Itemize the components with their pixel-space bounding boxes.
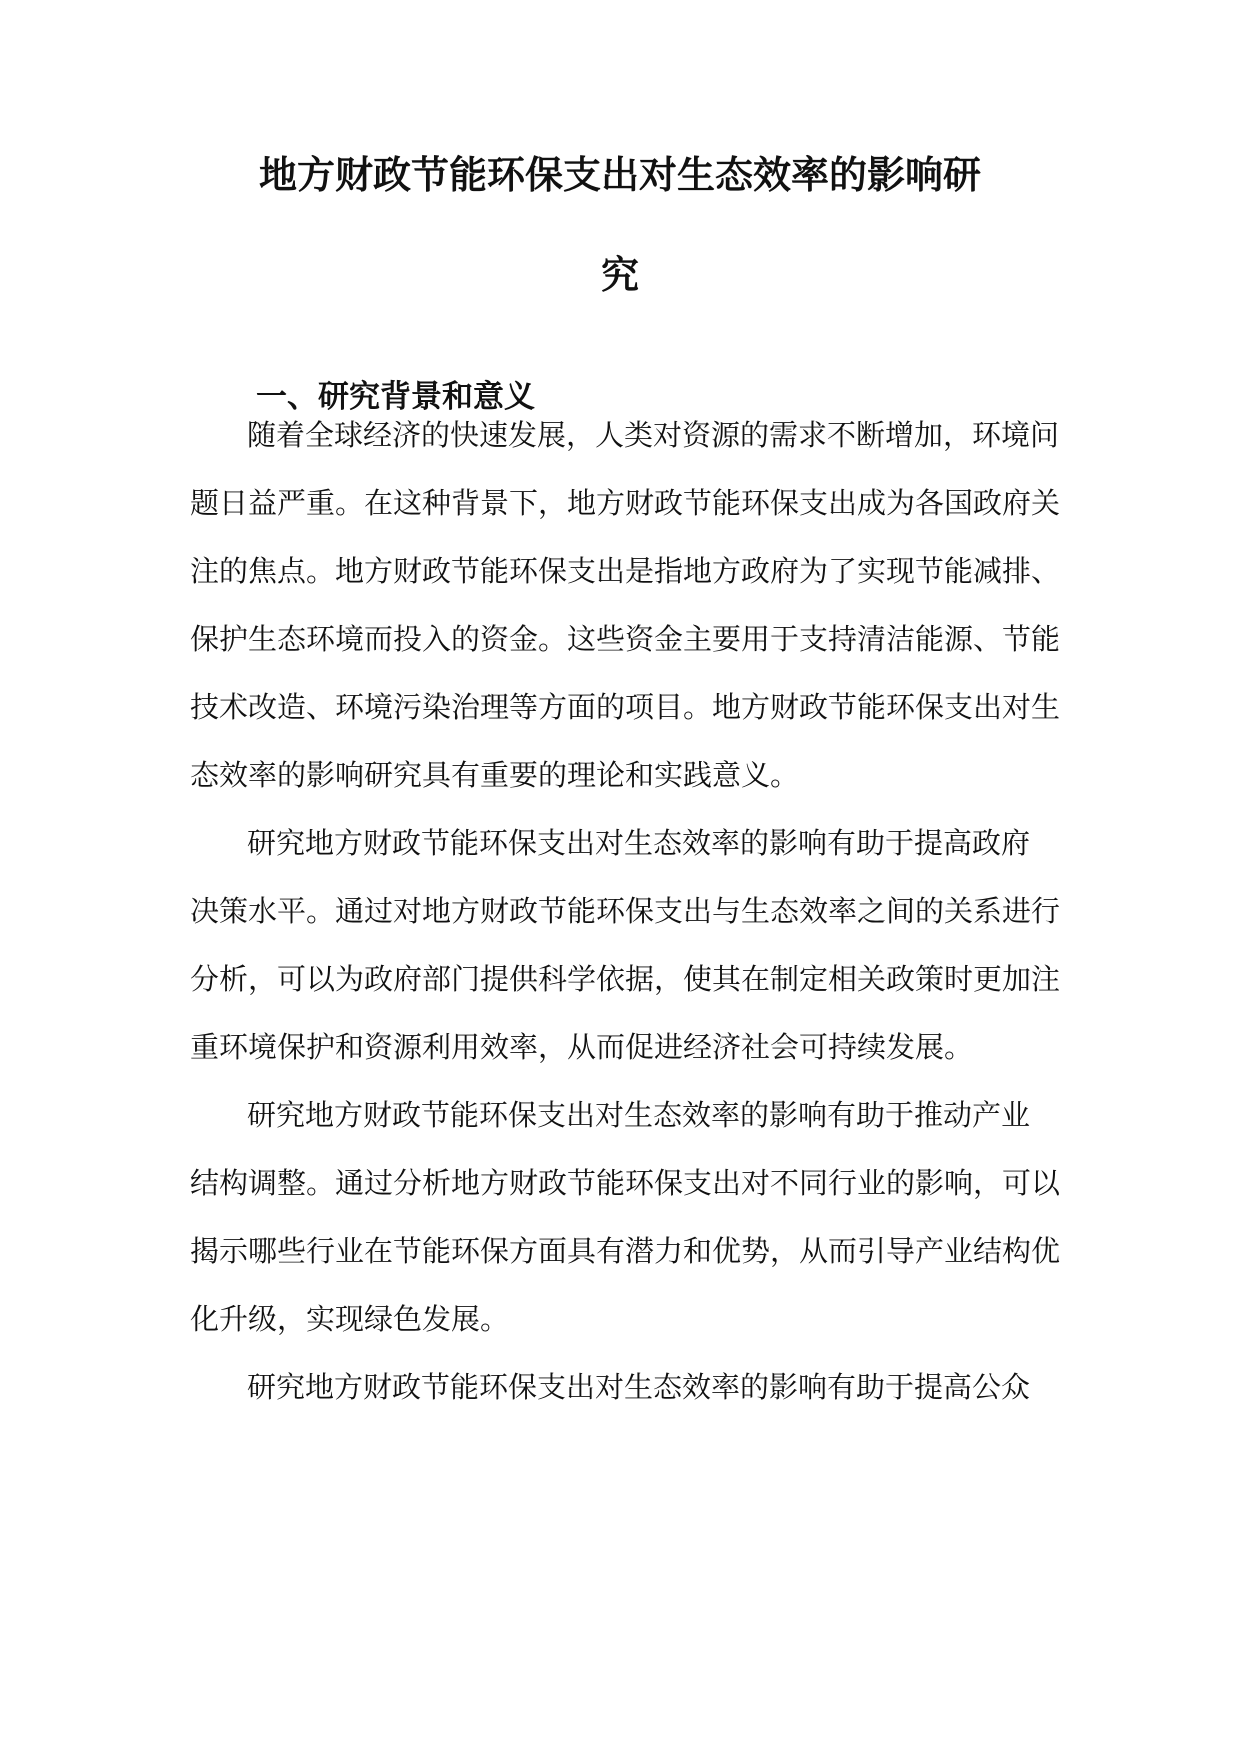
- document-title-line-1: 地方财政节能环保支出对生态效率的影响研: [258, 152, 981, 197]
- paragraph-3-line-3: 揭示哪些行业在节能环保方面具有潜力和优势，从而引导产业结构优: [190, 1234, 1061, 1268]
- paragraph-2-line-3: 分析，可以为政府部门提供科学依据，使其在制定相关政策时更加注: [190, 962, 1061, 996]
- paragraph-4-line-1: 研究地方财政节能环保支出对生态效率的影响有助于提高公众: [247, 1370, 1031, 1404]
- paragraph-1-line-2: 题日益严重。在这种背景下，地方财政节能环保支出成为各国政府关: [190, 486, 1061, 520]
- section-heading: 一、研究背景和意义: [256, 379, 535, 415]
- document-title-line-2: 究: [600, 252, 639, 297]
- paragraph-1-line-1: 随着全球经济的快速发展，人类对资源的需求不断增加，环境问: [247, 418, 1060, 452]
- paragraph-3-line-4: 化升级，实现绿色发展。: [190, 1302, 510, 1336]
- paragraph-2-line-2: 决策水平。通过对地方财政节能环保支出与生态效率之间的关系进行: [190, 894, 1061, 928]
- paragraph-2-line-1: 研究地方财政节能环保支出对生态效率的影响有助于提高政府: [247, 826, 1031, 860]
- paragraph-3-line-1: 研究地方财政节能环保支出对生态效率的影响有助于推动产业: [247, 1098, 1031, 1132]
- paragraph-1-line-5: 技术改造、环境污染治理等方面的项目。地方财政节能环保支出对生: [190, 690, 1061, 724]
- paragraph-1-line-6: 态效率的影响研究具有重要的理论和实践意义。: [190, 758, 800, 792]
- paragraph-1-line-3: 注的焦点。地方财政节能环保支出是指地方政府为了实现节能减排、: [190, 554, 1061, 588]
- paragraph-1-line-4: 保护生态环境而投入的资金。这些资金主要用于支持清洁能源、节能: [190, 622, 1061, 656]
- paragraph-3-line-2: 结构调整。通过分析地方财政节能环保支出对不同行业的影响，可以: [190, 1166, 1061, 1200]
- paragraph-2-line-4: 重环境保护和资源利用效率，从而促进经济社会可持续发展。: [190, 1030, 974, 1064]
